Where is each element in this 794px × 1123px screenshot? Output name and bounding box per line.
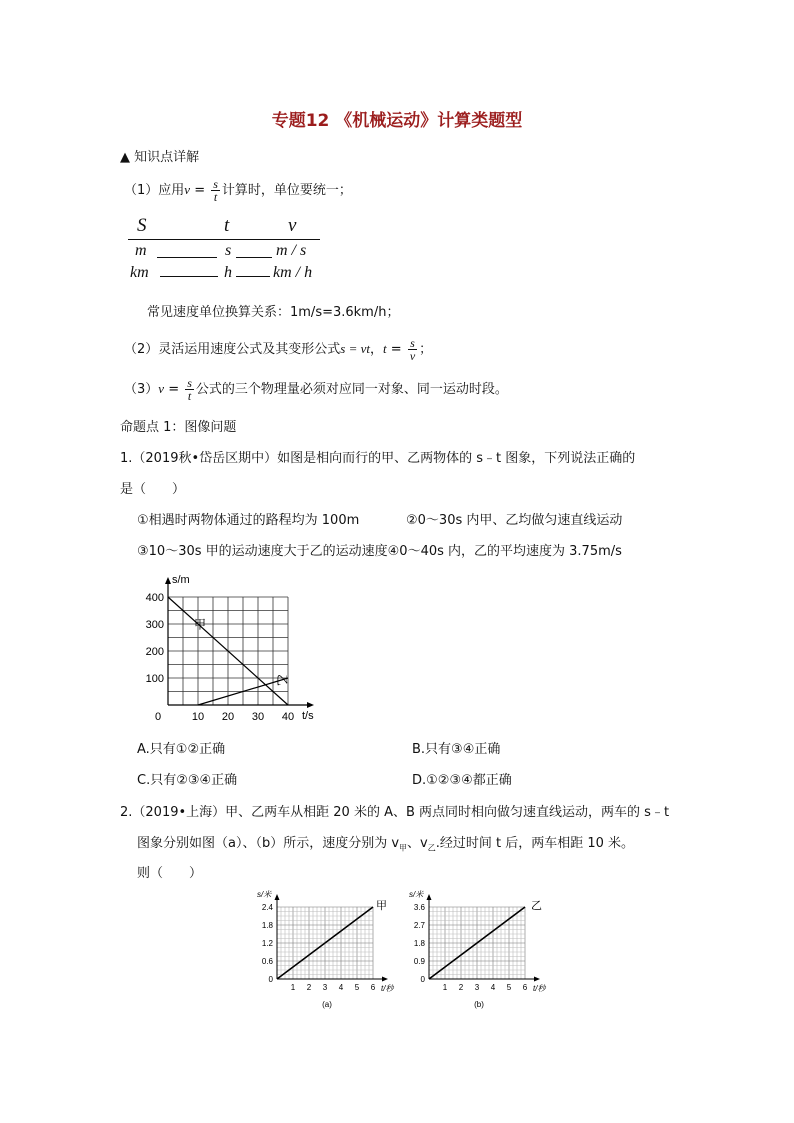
point-3-fraction: [185, 377, 194, 402]
q2-chart-a: [250, 887, 400, 1012]
point-2-formula-1: s = vt: [340, 341, 370, 356]
x-axis-label: t/秒: [533, 984, 546, 993]
point-3-den: t: [187, 389, 192, 403]
x-tick-label: 40: [281, 711, 295, 723]
q1-option-d[interactable]: D.①②③④都正确: [412, 773, 512, 788]
q2-line-3: 则（ ）: [137, 866, 203, 881]
x-tick-label: 30: [251, 711, 265, 723]
y-axis-label: s/米: [409, 890, 424, 899]
y-tick-label: 0: [420, 975, 425, 984]
q2-mid: 、v: [407, 836, 428, 851]
x-tick-label: 6: [370, 983, 376, 992]
series-label-yi: 乙: [275, 673, 289, 686]
q2-line-1: 2.（2019•上海）甲、乙两车从相距 20 米的 A、B 两点同时相向做匀速直线运动，两车的 s﹣t: [120, 805, 670, 820]
conversion-note: 常见速度单位换算关系：1m/s=3.6km/h；: [147, 305, 400, 320]
x-axis-arrow: [382, 977, 388, 982]
point-3-suffix: 公式的三个物理量必须对应同一对象、同一运动时段。: [195, 382, 508, 397]
x-tick-label: 3: [322, 983, 328, 992]
y-axis-arrow: [427, 894, 432, 900]
x-tick-label: 5: [506, 983, 512, 992]
x-tick-label: 1: [290, 983, 296, 992]
y-tick-label: 3.6: [413, 903, 425, 912]
point-2-num: s: [408, 337, 417, 350]
chart-caption: (b): [474, 1000, 484, 1009]
unit-row2-line-b: [236, 276, 270, 277]
x-tick-label: 2: [458, 983, 464, 992]
unit-header-v: v: [288, 215, 297, 236]
x-tick-label: 1: [442, 983, 448, 992]
y-axis-arrow: [275, 894, 280, 900]
q2-line-2a: 图象分别如图（a）、（b）所示，速度分别为 v: [137, 836, 400, 851]
point-2-t: t: [383, 341, 387, 356]
x-tick-label: 0: [154, 711, 162, 723]
y-tick-label: 1.8: [413, 939, 425, 948]
point-3-prefix: （3）: [124, 382, 159, 397]
unit-header-s: S: [137, 215, 147, 236]
y-tick-label: 300: [145, 619, 164, 631]
point-2-den: v: [409, 349, 416, 363]
y-tick-label: 200: [145, 646, 164, 658]
q1-statement-3: ③10～30s 甲的运动速度大于乙的运动速度④0～40s 内，乙的平均速度为 3.75m/s: [137, 544, 622, 559]
y-tick-label: 400: [145, 592, 164, 604]
q2-sub-yi: 乙: [427, 843, 436, 853]
series-label-jia: 甲: [194, 617, 207, 632]
y-tick-label: 2.7: [413, 921, 425, 930]
x-tick-label: 10: [191, 711, 205, 723]
q2-sub-jia: 甲: [399, 843, 408, 853]
x-axis-arrow: [534, 977, 540, 982]
series-label: 乙: [531, 900, 542, 912]
y-tick-label: 1.8: [261, 921, 273, 930]
x-tick-label: 4: [490, 983, 496, 992]
y-tick-label: 2.4: [261, 903, 273, 912]
series-label: 甲: [376, 900, 387, 912]
q2-line-2b: .经过时间 t 后，两车相距 10 米。: [435, 836, 635, 851]
unit-row2-time: h: [224, 264, 232, 281]
x-tick-label: 6: [522, 983, 528, 992]
point-1-eq: =: [190, 183, 210, 198]
q1-option-c[interactable]: C.只有②③④正确: [137, 773, 238, 788]
unit-row2-line-a: [160, 276, 218, 277]
y-axis-label: s/米: [257, 890, 272, 899]
unit-row1-line-b: [236, 257, 272, 258]
y-axis-label: s/m: [172, 574, 190, 586]
point-1: [124, 178, 352, 203]
point-2: [124, 337, 432, 362]
chart-caption: (a): [322, 1000, 332, 1009]
unit-row1-distance: m: [135, 242, 147, 259]
x-axis-arrow: [307, 702, 314, 708]
point-1-suffix: 计算时，单位要统一；: [221, 183, 352, 198]
x-tick-label: 2: [306, 983, 312, 992]
unit-header-t: t: [224, 215, 230, 236]
point-3-num: s: [187, 376, 192, 390]
topic-label: 命题点 1：图像问题: [120, 420, 237, 435]
section-heading: ▲ 知识点详解: [120, 150, 200, 165]
unit-table-rule: [128, 239, 320, 240]
point-1-v: v: [184, 182, 191, 197]
unit-row1-speed: m / s: [276, 242, 307, 259]
x-tick-label: 20: [221, 711, 235, 723]
unit-row2-speed: km / h: [273, 264, 313, 281]
point-2-sep: ，: [370, 342, 384, 357]
q1-line-2: 是（ ）: [120, 482, 186, 497]
y-tick-label: 0.9: [413, 957, 425, 966]
point-3: [124, 377, 508, 402]
q1-line-1: 1.（2019秋•岱岳区期中）如图是相向而行的甲、乙两物体的 s﹣t 图象，下列说法正确的: [120, 451, 636, 466]
point-2-eq: =: [386, 342, 406, 357]
q1-option-a[interactable]: A.只有①②正确: [137, 742, 226, 757]
unit-row1-time: s: [225, 242, 232, 259]
y-tick-label: 0.6: [261, 957, 273, 966]
point-2-suffix: ；: [419, 342, 433, 357]
point-1-den: t: [213, 190, 218, 204]
point-3-eq: =: [164, 382, 184, 397]
y-tick-label: 1.2: [261, 939, 273, 948]
x-axis-label: t/s: [302, 710, 314, 722]
x-tick-label: 5: [354, 983, 360, 992]
point-1-num: s: [213, 177, 218, 191]
unit-row1-line-a: [157, 257, 217, 258]
y-tick-label: 0: [268, 975, 273, 984]
x-tick-label: 3: [474, 983, 480, 992]
point-2-fraction: [408, 337, 417, 362]
page-title: 专题12 《机械运动》计算类题型: [271, 111, 523, 131]
x-tick-label: 4: [338, 983, 344, 992]
q2-chart-b: [402, 887, 562, 1012]
point-2-prefix: （2）灵活运用速度公式及其变形公式: [124, 342, 341, 357]
point-1-fraction: [211, 178, 220, 203]
x-axis-label: t/秒: [381, 984, 394, 993]
y-tick-label: 100: [145, 673, 164, 685]
q1-statement-2: ②0～30s 内甲、乙均做匀速直线运动: [406, 513, 623, 528]
point-3-v: v: [158, 381, 165, 396]
point-1-prefix: （1）应用: [124, 183, 185, 198]
y-axis-arrow: [165, 577, 171, 584]
q1-option-b[interactable]: B.只有③④正确: [412, 742, 501, 757]
unit-row2-distance: km: [130, 264, 149, 281]
q2-line-2: [137, 832, 634, 854]
q1-statement-1: ①相遇时两物体通过的路程均为 100m: [137, 513, 360, 528]
q1-st-chart: [130, 570, 340, 730]
